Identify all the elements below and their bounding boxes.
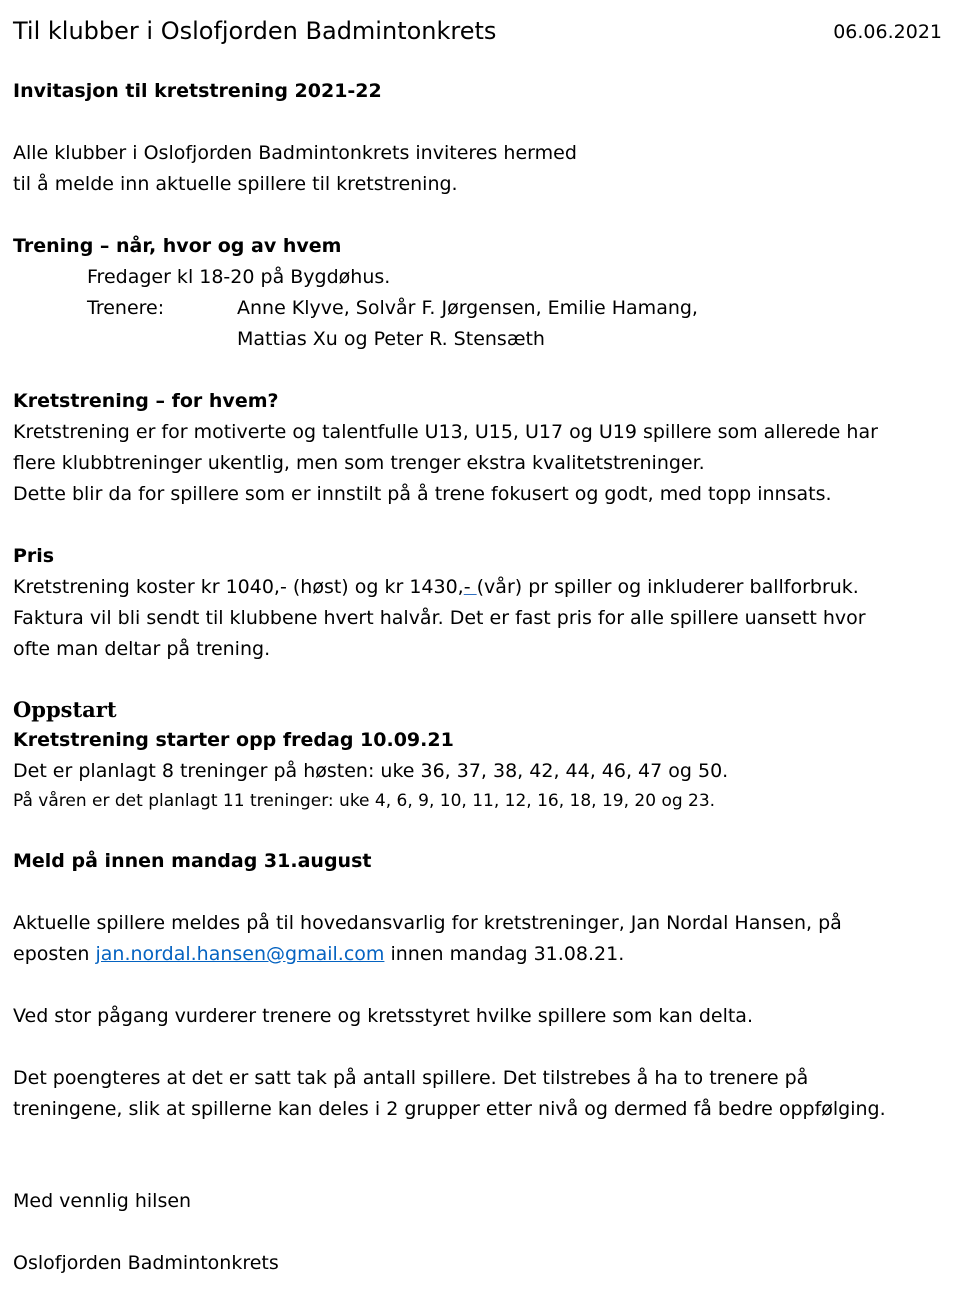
price-line-3: ofte man deltar på trening.	[13, 638, 271, 660]
email-link[interactable]: jan.nordal.hansen@gmail.com	[95, 943, 385, 965]
register-line-2	[13, 942, 624, 966]
price-line-1-start: Kretstrening koster kr 1040,- (høst) og kr 1430,	[13, 576, 464, 598]
trainers-line-1: Anne Klyve, Solvår F. Jørgensen, Emilie Hamang,	[237, 297, 698, 319]
price-line-1-end: (vår) pr spiller og inkluderer ballforbruk.	[476, 576, 859, 598]
trainers-label: Trenere:	[87, 297, 165, 319]
training-heading: Trening – når, hvor og av hvem	[13, 235, 342, 257]
for-whom-line-2: flere klubbtreninger ukentlig, men som trenger ekstra kvalitetstreninger.	[13, 452, 705, 474]
start-autumn-weeks: Det er planlagt 8 treninger på høsten: uke 36, 37, 38, 42, 44, 46, 47 og 50.	[13, 760, 729, 782]
closing-greeting: Med vennlig hilsen	[13, 1190, 192, 1212]
invitation-heading: Invitasjon til kretstrening 2021-22	[13, 80, 382, 102]
training-when: Fredager kl 18-20 på Bygdøhus.	[87, 266, 391, 288]
letter-date: 06.06.2021	[833, 21, 942, 43]
start-spring-weeks: På våren er det planlagt 11 treninger: uke 4, 6, 9, 10, 11, 12, 16, 18, 19, 20 og 23.	[13, 791, 716, 811]
invitation-text-line-1: Alle klubber i Oslofjorden Badmintonkrets inviteres hermed	[13, 142, 577, 164]
for-whom-heading: Kretstrening – for hvem?	[13, 390, 279, 412]
for-whom-line-3: Dette blir da for spillere som er innstilt på å trene fokusert og godt, med topp innsats.	[13, 483, 832, 505]
register-line-2-suffix: innen mandag 31.08.21.	[384, 943, 625, 965]
letter-recipient-title: Til klubber i Oslofjorden Badmintonkrets	[13, 17, 497, 45]
price-line-1	[13, 575, 859, 599]
demand-note: Ved stor pågang vurderer trenere og kretsstyret hvilke spillere som kan delta.	[13, 1005, 753, 1027]
limit-note-line-2: treningene, slik at spillerne kan deles i 2 grupper etter nivå og dermed få bedre oppfølging.	[13, 1098, 886, 1120]
closing-signature: Oslofjorden Badmintonkrets	[13, 1252, 279, 1274]
price-tracked-change-mark: -	[463, 576, 477, 598]
trainers-line-2: Mattias Xu og Peter R. Stensæth	[237, 328, 545, 350]
register-line-2-prefix: eposten	[13, 943, 96, 965]
for-whom-line-1: Kretstrening er for motiverte og talentfulle U13, U15, U17 og U19 spillere som allerede har	[13, 421, 878, 443]
register-line-1: Aktuelle spillere meldes på til hovedansvarlig for kretstreninger, Jan Nordal Hansen, på	[13, 912, 842, 934]
start-subheading: Kretstrening starter opp fredag 10.09.21	[13, 729, 454, 751]
price-line-2: Faktura vil bli sendt til klubbene hvert halvår. Det er fast pris for alle spillere uansett hvor	[13, 607, 866, 629]
start-heading: Oppstart	[13, 697, 117, 722]
invitation-text-line-2: til å melde inn aktuelle spillere til kretstrening.	[13, 173, 458, 195]
register-heading: Meld på innen mandag 31.august	[13, 850, 372, 872]
price-heading: Pris	[13, 545, 55, 567]
limit-note-line-1: Det poengteres at det er satt tak på antall spillere. Det tilstrebes å ha to trenere på	[13, 1067, 809, 1089]
